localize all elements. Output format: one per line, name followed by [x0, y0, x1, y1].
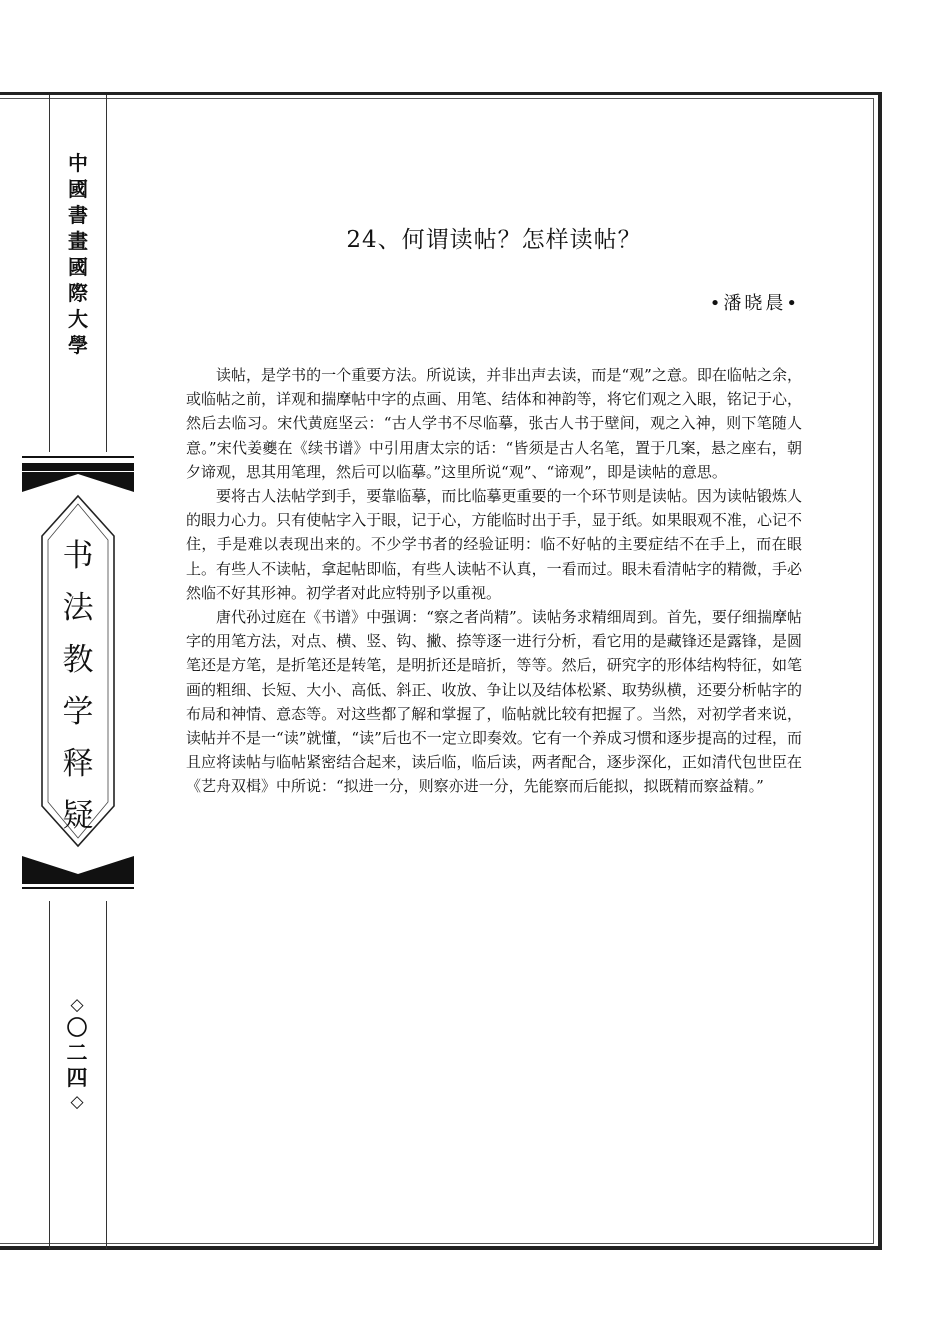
author-byline: •潘晓晨• [709, 293, 800, 314]
book-title-char: 教 [62, 642, 94, 678]
book-title-char: 释 [62, 746, 94, 782]
ornament-bar [22, 456, 134, 458]
paragraph: 要将古人法帖学到手，要靠临摹，而比临摹更重要的一个环节则是读帖。因为读帖锻炼人的眼力心力。只有使帖字入于眼，记于心，方能临时出于手，显于纸。如果眼观不准，心记不住，手是难以表现出来的。不少学书者的经验证明：临不好帖的主要症结不在手上，而在眼上。有些人不读帖，拿起帖即临，有些人读帖不认真，一看而过。眼未看清帖字的精微，手必然临不好其形神。初学者对此应特别予以重视。 [186, 487, 802, 602]
page-number [60, 994, 94, 1113]
sidebar-rule-left [49, 95, 50, 452]
school-char: 中 [68, 151, 88, 175]
paragraph: 读帖，是学书的一个重要方法。所说读，并非出声去读，而是“观”之意。即在临帖之余，或临帖之前，详观和揣摩帖中字的点画、用笔、结体和神韵等，将它们观之入眼，铭记于心，然后去临习。宋代黄庭坚云：“古人学书不尽临摹，张古人书于壁间，观之入神，则下笔随人意。”宋代姜夔在《续书谱》中引用唐太宗的话：“皆须是古人名笔，置于几案，悬之座右，朝夕谛观，思其用笔理，然后可以临摹。”这里所说“观”、“谛观”，即是读帖的意思。 [186, 366, 802, 481]
ornament-bar [22, 463, 134, 471]
ornament-bar [22, 876, 134, 884]
article-title: 24、何谓读帖？怎样读帖？ [346, 227, 642, 253]
article-body [186, 363, 802, 799]
page-number-char: 〇 [66, 1016, 88, 1040]
chevron-ornament-bottom [22, 852, 134, 876]
ornament-bar [22, 887, 134, 889]
page-number-char: 二 [66, 1041, 88, 1065]
school-char: 際 [68, 281, 88, 305]
school-char: 書 [68, 203, 88, 227]
book-title-char: 疑 [62, 798, 94, 834]
sidebar-rule-right-lower [106, 901, 107, 1249]
diamond-icon: ◇ [70, 995, 84, 1015]
school-char: 學 [68, 333, 88, 357]
school-name [61, 150, 95, 358]
book-title-char: 书 [62, 538, 94, 574]
book-title-char: 学 [62, 694, 94, 730]
school-char: 國 [68, 255, 88, 279]
book-title-char: 法 [62, 590, 94, 626]
school-char: 國 [68, 177, 88, 201]
sidebar-rule-right [106, 95, 107, 452]
page-number-char: 四 [66, 1066, 88, 1090]
diamond-icon: ◇ [70, 1092, 84, 1112]
paragraph: 唐代孙过庭在《书谱》中强调：“察之者尚精”。读帖务求精细周到。首先，要仔细揣摩帖字的用笔方法，对点、横、竖、钩、撇、捺等逐一进行分析，看它用的是藏锋还是露锋，是圆笔还是方笔，是折笔还是转笔，是明折还是暗折，等等。然后，研究字的形体结构特征，如笔画的粗细、长短、大小、高低、斜正、收放、争让以及结体松紧、取势纵横，还要分析帖字的布局和神情、意态等。对这些都了解和掌握了，临帖就比较有把握了。当然，对初学者来说，读帖并不是一“读”就懂，“读”后也不一定立即奏效。它有一个养成习惯和逐步提高的过程，而且应将读帖与临帖紧密结合起来，读后临，临后读，两者配合，逐步深化，正如清代包世臣在《艺舟双楫》中所说：“拟进一分，则察亦进一分，先能察而后能拟，拟既精而察益精。” [186, 608, 802, 796]
school-char: 畫 [68, 229, 88, 253]
school-char: 大 [68, 307, 88, 331]
sidebar-rule-left-lower [49, 901, 50, 1249]
book-title [50, 530, 106, 842]
